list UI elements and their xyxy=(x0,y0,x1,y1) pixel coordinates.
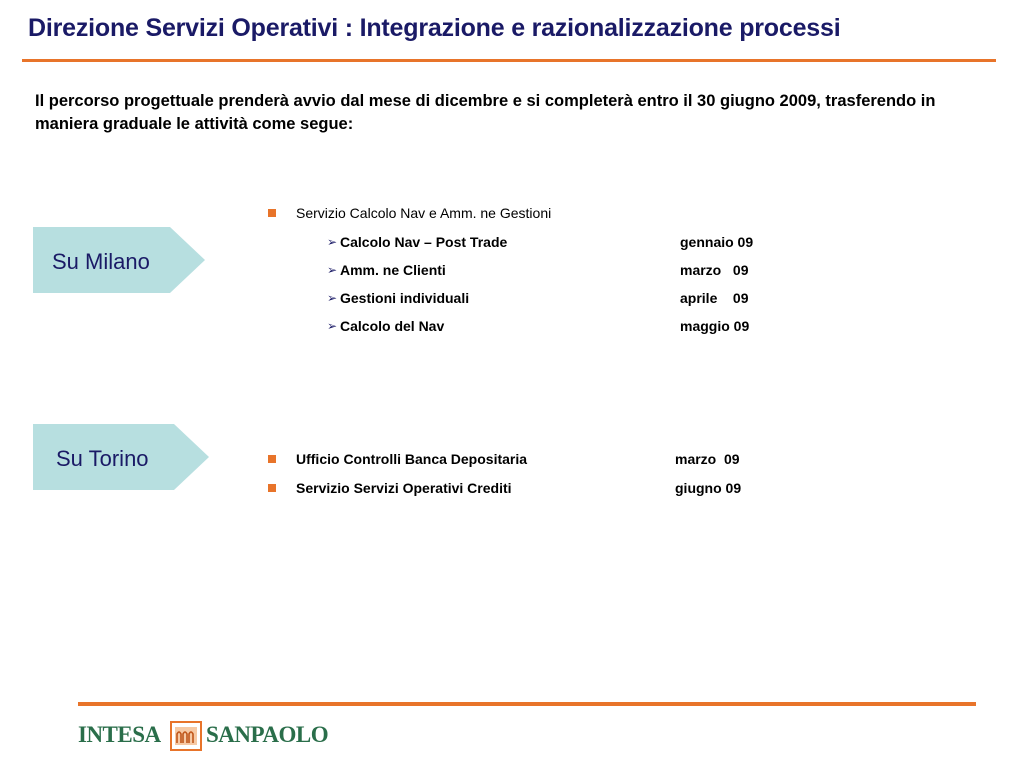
bullet-square xyxy=(268,484,276,492)
milano-sub-item-date: marzo 09 xyxy=(680,262,749,278)
milano-sub-item-date: maggio 09 xyxy=(680,318,750,334)
milano-sub-item-date: aprile 09 xyxy=(680,290,749,306)
milano-sub-item-name: Calcolo del Nav xyxy=(340,318,445,334)
torino-arrow-label xyxy=(33,424,209,490)
bullet-square xyxy=(268,455,276,463)
milano-sub-item-name: Gestioni individuali xyxy=(340,290,470,306)
milano-label: Su Milano xyxy=(52,249,150,274)
logo-text-right: SANPAOLO xyxy=(206,722,329,747)
torino-item-date: marzo 09 xyxy=(675,451,740,467)
milano-sub-item-name: Amm. ne Clienti xyxy=(340,262,446,278)
footer-divider xyxy=(78,702,976,706)
milano-sub-item-date: gennaio 09 xyxy=(680,234,754,250)
torino-item-name: Servizio Servizi Operativi Crediti xyxy=(296,480,512,496)
arrow-bullet-icon: ➢ xyxy=(327,291,338,305)
milano-main-item: Servizio Calcolo Nav e Amm. ne Gestioni xyxy=(296,205,552,221)
milano-arrow-label xyxy=(33,227,205,293)
arrow-bullet-icon: ➢ xyxy=(327,319,338,333)
torino-item-name: Ufficio Controlli Banca Depositaria xyxy=(296,451,528,467)
torino-label: Su Torino xyxy=(56,446,149,471)
bullet-square xyxy=(268,209,276,217)
arrow-bullet-icon: ➢ xyxy=(327,235,338,249)
milano-sub-item-name: Calcolo Nav – Post Trade xyxy=(340,234,508,250)
torino-item-date: giugno 09 xyxy=(675,480,742,496)
arrow-bullet-icon: ➢ xyxy=(327,263,338,277)
logo-text-left: INTESA xyxy=(78,722,161,747)
intro-paragraph: Il percorso progettuale prenderà avvio dal mese di dicembre e si completerà entro il 30 giugno 2009, trasferendo in maniera graduale le attività come segue: xyxy=(35,92,936,133)
logo-emblem-icon xyxy=(170,721,202,751)
header-divider xyxy=(22,59,996,62)
page-title: Direzione Servizi Operativi : Integrazione e razionalizzazione processi xyxy=(28,14,841,42)
